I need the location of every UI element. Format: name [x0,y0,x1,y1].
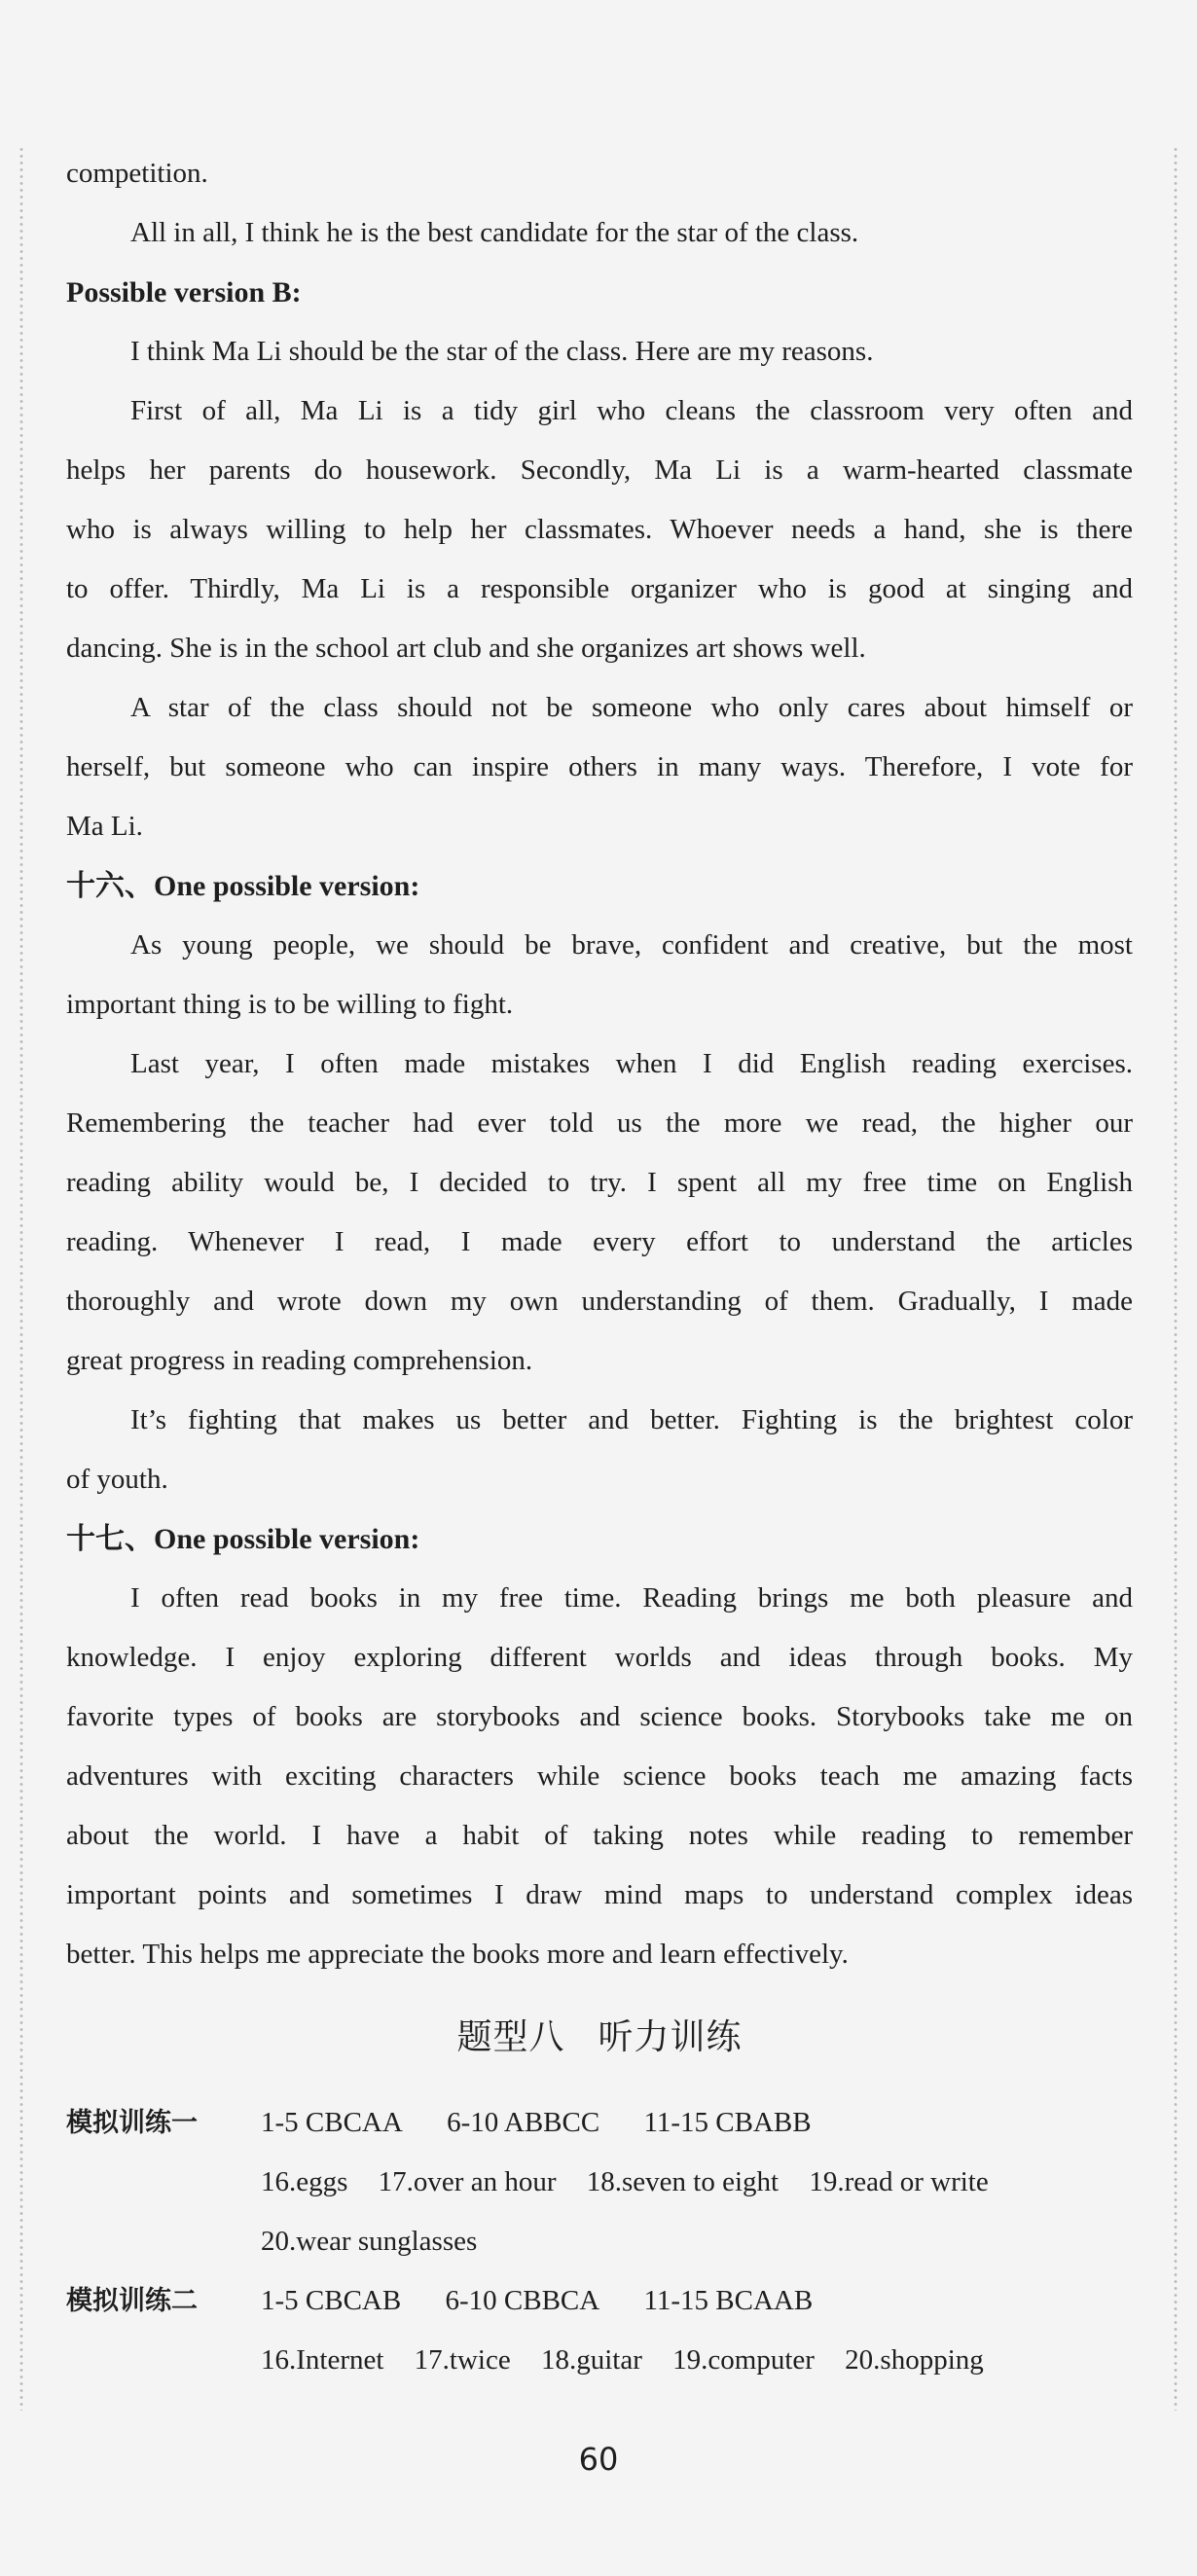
text-line: thoroughly and wrote down my own understanding of them. Gradually, I made [66,1286,1133,1317]
answer-item: 20.shopping [845,2344,984,2376]
page-content [66,144,1133,2390]
text-line: great progress in reading comprehension. [66,1345,533,1376]
text-line: Last year, I often made mistakes when I did English reading exercises. [130,1048,1133,1079]
answer-item: 20.wear sunglasses [261,2226,478,2257]
text-line: It’s fighting that makes us better and better. Fighting is the brightest color [130,1404,1133,1435]
answer-group: 6-10 ABBCC [447,2107,600,2138]
answer-set-label: 模拟训练一 [66,2108,198,2138]
listening-section-title [66,2004,1133,2072]
answer-group: 6-10 CBBCA [445,2285,600,2316]
section-type-label: 题型八 [456,2017,565,2057]
text-line: As young people, we should be brave, confident and creative, but the most [130,929,1133,961]
answer-set-label: 模拟训练二 [66,2286,198,2316]
text-line: of youth. [66,1464,168,1495]
answer-item: 18.guitar [540,2344,642,2376]
text-line: I often read books in my free time. Reading brings me both pleasure and [130,1582,1133,1614]
answer-group: 11-15 BCAAB [643,2285,814,2316]
text-line: knowledge. I enjoy exploring different worlds and ideas through books. My [66,1642,1133,1673]
text-line: Ma Li. [66,811,143,842]
answer-group: 11-15 CBABB [643,2107,812,2138]
section-name: 听力训练 [598,2017,743,2057]
answer-item: 17.twice [414,2344,511,2376]
answer-item: 16.Internet [261,2344,384,2376]
answer-item: 16.eggs [261,2166,348,2197]
answer-item: 19.computer [672,2344,815,2376]
page-number: 60 [578,2441,619,2478]
answer-row [66,2093,1133,2153]
text-line: reading. Whenever I read, I made every effort to understand the articles [66,1226,1133,1257]
answer-item: 17.over an hour [378,2166,557,2197]
text-line: helps her parents do housework. Secondly, Ma Li is a warm-hearted classmate [66,454,1133,486]
left-binding-dots [18,146,25,2411]
text-line: about the world. I have a habit of taking notes while reading to remember [66,1820,1133,1851]
section-17-heading: 十七、One possible version: [66,1523,420,1555]
text-line: First of all, Ma Li is a tidy girl who cleans the classroom very often and [130,395,1133,426]
text-line: important points and sometimes I draw mind maps to understand complex ideas [66,1879,1133,1910]
section-16-heading: 十六、One possible version: [66,870,420,902]
answer-key [66,2093,1133,2390]
answer-row [66,2212,1133,2271]
text-line: to offer. Thirdly, Ma Li is a responsible organizer who is good at singing and [66,573,1133,604]
text-line: favorite types of books are storybooks and science books. Storybooks take me on [66,1701,1133,1732]
text-line: I think Ma Li should be the star of the class. Here are my reasons. [130,336,874,367]
text-line: reading ability would be, I decided to try. I spent all my free time on English [66,1167,1133,1198]
answer-row [66,2271,1133,2331]
text-line: dancing. She is in the school art club and she organizes art shows well. [66,633,866,664]
text-line: better. This helps me appreciate the books more and learn effectively. [66,1939,849,1970]
answer-group: 1-5 CBCAA [261,2107,403,2138]
text-line: important thing is to be willing to fight. [66,989,514,1020]
answer-row [66,2153,1133,2212]
version-b-heading: Possible version B: [66,276,302,308]
text-line: A star of the class should not be someone who only cares about himself or [130,692,1133,723]
answer-group: 1-5 CBCAB [261,2285,402,2316]
answer-row [66,2331,1133,2390]
text-line: All in all, I think he is the best candidate for the star of the class. [130,217,859,248]
answer-item: 18.seven to eight [586,2166,780,2197]
text-line: who is always willing to help her classmates. Whoever needs a hand, she is there [66,514,1133,545]
text-line: Remembering the teacher had ever told us the more we read, the higher our [66,1107,1133,1139]
text-line: herself, but someone who can inspire others in many ways. Therefore, I vote for [66,751,1133,782]
text-line: adventures with exciting characters while science books teach me amazing facts [66,1760,1133,1792]
text-line: competition. [66,158,208,189]
right-binding-dots [1172,146,1179,2411]
answer-item: 19.read or write [809,2166,989,2197]
